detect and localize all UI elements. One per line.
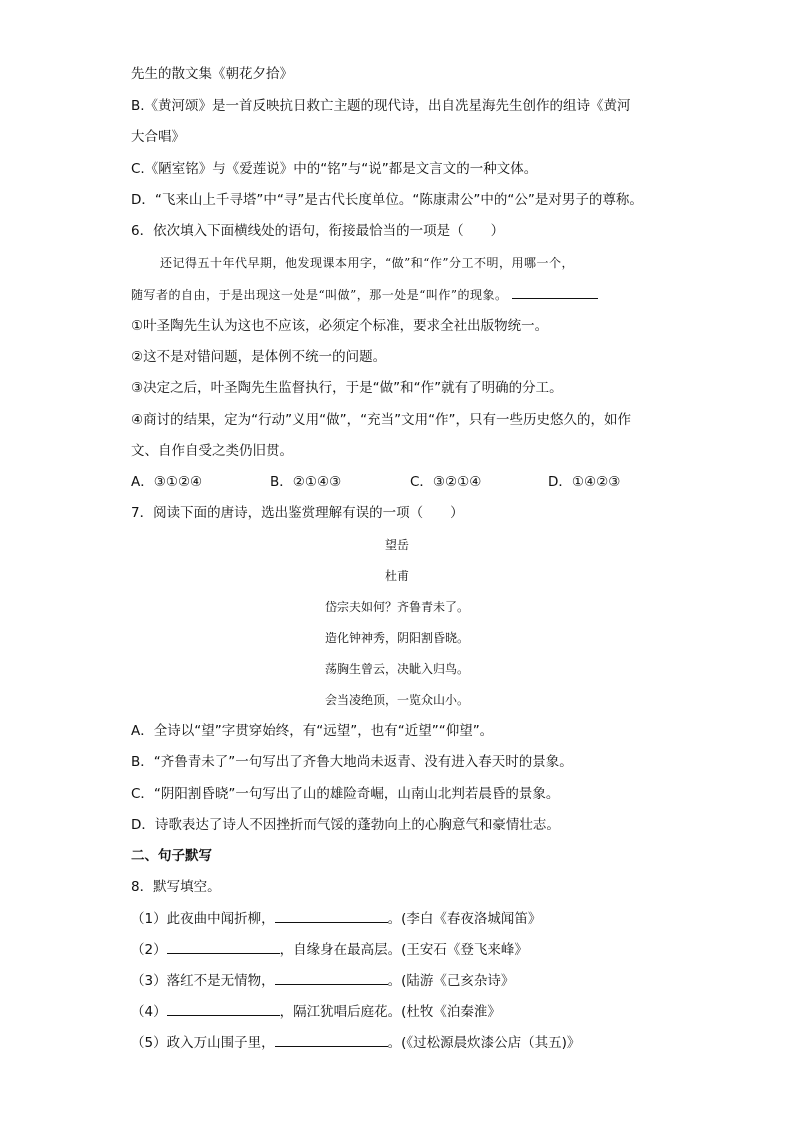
q6-quote-line1: 还记得五十年代早期，他发现课本用字，“做”和“作”分工不明，用哪一个，: [160, 256, 575, 270]
q8-blank-4[interactable]: [167, 1001, 280, 1016]
q5-option-b-line1: B.《黄河颂》是一首反映抗日救亡主题的现代诗，出自冼星海先生创作的组诗《黄河: [131, 98, 631, 114]
section-heading: 二、句子默写: [131, 848, 212, 864]
q7-option-d: D．诗歌表达了诗人不因挫折而气馁的蓬勃向上的心胸意气和豪情壮志。: [131, 817, 560, 833]
q6-sentence-3: ③决定之后，叶圣陶先生监督执行，于是“做”和“作”就有了明确的分工。: [131, 380, 563, 396]
q6-option-b: B．②①④③: [270, 474, 342, 490]
q6-option-a: A．③①②④: [131, 474, 203, 490]
q8-item-1: （1）此夜曲中闻折柳， 。(李白《春夜洛城闻笛》: [131, 908, 541, 929]
q5-option-b-line2: 大合唱》: [131, 129, 185, 145]
q6-sentence-4-line1: ④商讨的结果，定为“行动”义用“做”，“充当”文用“作”，只有一些历史悠久的，如作: [131, 412, 632, 428]
q8-item-2: （2） ，自缘身在最高层。(王安石《登飞来峰》: [131, 939, 528, 960]
q8-item-4: （4） ，隔江犹唱后庭花。(杜牧《泊秦淮》: [131, 1001, 501, 1022]
q6-answer-blank: [512, 284, 598, 299]
poem-author: 杜甫: [384, 569, 409, 583]
q7-option-a: A．全诗以“望”字贯穿始终，有“远望”，也有“近望”“仰望”。: [131, 723, 494, 739]
q7-option-b: B．“齐鲁青未了”一句写出了齐鲁大地尚未返青、没有进入春天时的景象。: [131, 754, 573, 770]
q6-sentence-2: ②这不是对错问题，是体例不统一的问题。: [131, 349, 387, 365]
q6-sentence-1: ①叶圣陶先生认为这也不应该，必须定个标准，要求全社出版物统一。: [131, 318, 549, 334]
q7-option-c: C．“阴阳割昏晓”一句写出了山的雄险奇崛，山南山北判若晨昏的景象。: [131, 786, 560, 802]
q6-quote-line2: 随写者的自由，于是出现这一处是“叫做”，那一处是“叫作”的现象。: [131, 284, 598, 305]
q6-option-c: C．③②①④: [410, 474, 482, 490]
poem-line-4: 会当凌绝顶，一览众山小。: [324, 693, 469, 707]
q6-stem: 6．依次填入下面横线处的语句，衔接最恰当的一项是（ ）: [131, 223, 505, 239]
q5-option-d: D．“飞来山上千寻塔”中“寻”是古代长度单位。“陈康肃公”中的“公”是对男子的尊称。: [131, 192, 643, 208]
q8-stem: 8．默写填空。: [131, 879, 221, 895]
q8-blank-5[interactable]: [275, 1032, 388, 1047]
poem-line-3: 荡胸生曾云，决眦入归鸟。: [324, 662, 469, 676]
q6-sentence-4-line2: 文、自作自受之类仍旧贯。: [131, 443, 293, 459]
q8-blank-1[interactable]: [275, 908, 388, 923]
q8-item-3: （3）落红不是无情物， 。(陆游《己亥杂诗》: [131, 970, 514, 991]
q7-stem: 7．阅读下面的唐诗，选出鉴赏理解有误的一项（ ）: [131, 505, 464, 521]
q6-option-d: D．①④②③: [548, 474, 621, 490]
q8-blank-3[interactable]: [275, 970, 388, 985]
q5-option-a-continuation: 先生的散文集《朝花夕拾》: [131, 66, 293, 82]
q5-option-c: C.《陋室铭》与《爱莲说》中的“铭”与“说”都是文言文的一种文体。: [131, 161, 538, 177]
q8-blank-2[interactable]: [167, 939, 280, 954]
poem-line-2: 造化钟神秀，阴阳割昏晓。: [324, 631, 469, 645]
poem-title: 望岳: [384, 538, 409, 552]
q8-item-5: （5）政入万山围子里， 。(《过松源晨炊漆公店（其五)》: [131, 1032, 580, 1053]
poem-line-1: 岱宗夫如何？齐鲁青未了。: [324, 600, 469, 614]
